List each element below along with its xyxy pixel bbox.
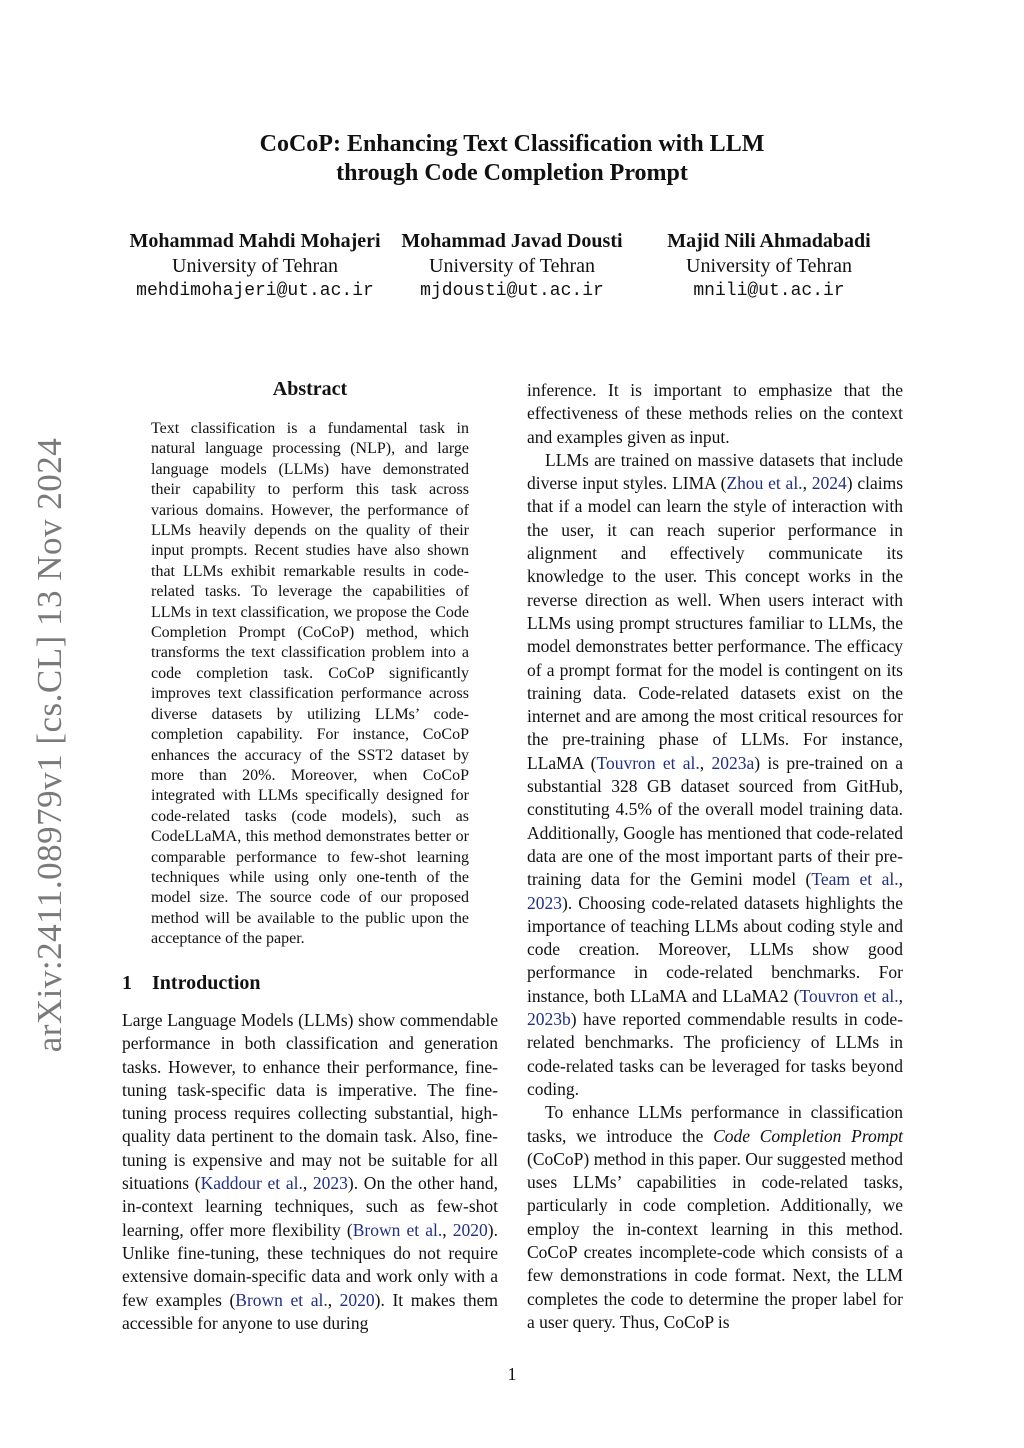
author-name: Mohammad Javad Dousti [401, 230, 623, 252]
author-affiliation: University of Tehran [172, 255, 338, 277]
author-block-3 [619, 228, 919, 304]
author-block-1 [105, 228, 405, 304]
paragraph-continuation: inference. It is important to emphasize that the effectiveness of these methods relies on the context and examples given as input. [527, 380, 903, 447]
section-title: Introduction [152, 972, 261, 994]
page-number: 1 [507, 1364, 517, 1384]
citation-link[interactable]: Touvron et al., 2023a [596, 752, 755, 773]
author-name: Mohammad Mahdi Mohajeri [129, 230, 381, 252]
body-text: Large Language Models (LLMs) show commendable performance in both classification and generation tasks. However, to enhance their performance, fine-tuning task-specific data is imperative. The fine-tuning process requires collecting substantial, high-quality data pertinent to the domain task. Also, fine-tuning is expensive and may not be suitable for all situations ( [122, 1010, 498, 1194]
title-line-2: through Code Completion Prompt [336, 160, 688, 186]
citation-link[interactable]: Touvron et al., 2023b [527, 985, 903, 1030]
introduction-paragraph [122, 1009, 498, 1335]
right-column [527, 379, 903, 1334]
author-affiliation: University of Tehran [429, 255, 595, 277]
citation-link[interactable]: Brown et al., 2020 [235, 1289, 375, 1310]
abstract-text: Text classification is a fundamental task in natural language processing (NLP), and large language models (LLMs) have demonstrated their capability to perform this task across various domains. However, the performance of LLMs heavily depends on the quality of their input prompts. Recent studies have also shown that LLMs exhibit remarkable results in code-related tasks. To leverage the capabilities of LLMs in text classification, we propose the Code Completion Prompt (CoCoP) method, which transforms the text classification problem into a code completion task. CoCoP significantly improves text classification performance across diverse datasets by utilizing LLMs’ code-completion capability. For instance, CoCoP enhances the accuracy of the SST2 dataset by more than 20%. Moreover, when CoCoP integrated with LLMs specifically designed for code-related tasks (code models), such as CodeLLaMA, this method demonstrates better or comparable performance to few-shot learning techniques while using only one-tenth of the model size. The source code of our proposed method will be available to the public upon the acceptance of the paper. [151, 420, 469, 948]
citation-link[interactable]: Kaddour et al., 2023 [200, 1173, 348, 1194]
title-line-1: CoCoP: Enhancing Text Classification with LLM [259, 131, 765, 157]
paragraph-cocop-intro: To enhance LLMs performance in classification tasks, we introduce the Code Completion Prompt (CoCoP) method in this paper. Our suggested method uses LLMs’ capabilities in code-related tasks, particularly in code completion. Additionally, we employ the in-context learning in this method. CoCoP creates incomplete-code which consists of a few demonstrations in code format. Next, the LLM completes the code to determine the proper label for a user query. Thus, CoCoP is [527, 1102, 903, 1332]
citation-link[interactable]: Zhou et al., 2024 [726, 473, 847, 494]
paper-title [0, 130, 1024, 188]
emphasis-method-name: Code Completion Prompt [713, 1125, 903, 1146]
section-number: 1 [122, 972, 132, 994]
author-name: Majid Nili Ahmadabadi [667, 230, 871, 252]
citation-link[interactable]: Brown et al., 2020 [352, 1219, 488, 1240]
author-email: mehdimohajeri@ut.ac.ir [136, 281, 374, 301]
abstract-heading: Abstract [272, 378, 348, 400]
author-block-2 [362, 228, 662, 304]
author-email: mnili@ut.ac.ir [693, 281, 845, 301]
section-heading-introduction [122, 972, 261, 995]
author-email: mjdousti@ut.ac.ir [420, 281, 604, 301]
body-text: ). On the other hand, in-context learning techniques, such as few-shot learning, offer more flexibility ( [122, 1173, 498, 1240]
arxiv-identifier-stamp [0, 437, 100, 1053]
paragraph-llm-training: LLMs are trained on massive datasets that include diverse input styles. LIMA (Zhou et al., 2024) claims that if a model can learn the style of interaction with the user, it can reach superior performance in alignment and effectively communicate its knowledge to the user. This concept works in the reverse direction as well. When users interact with LLMs using prompt structures familiar to LLMs, the model demonstrates better performance. The efficacy of a prompt format for the model is contingent on its training data. Code-related datasets exist on the internet and are among the most critical resources for the pre-training phase of LLMs. For instance, LLaMA (Touvron et al., 2023a) is pre-trained on a substantial 328 GB dataset sourced from GitHub, constituting 4.5% of the overall model training data. Additionally, Google has mentioned that code-related data are one of the most important parts of their pre-training data for the Gemini model (Team et al., 2023). Choosing code-related datasets highlights the importance of teaching LLMs about coding style and code creation. Moreover, LLMs show good performance in code-related benchmarks. For instance, both LLaMA and LLaMA2 (Touvron et al., 2023b) have reported commendable results in code-related benchmarks. The proficiency of LLMs in code-related tasks can be leveraged for tasks beyond coding. [527, 449, 904, 1099]
body-text: ). Unlike fine-tuning, these techniques do not require extensive domain-specific data and work only with a few examples ( [122, 1219, 498, 1310]
citation-link[interactable]: Team et al., 2023 [527, 869, 903, 913]
author-affiliation: University of Tehran [686, 255, 852, 277]
body-text: ). It makes them accessible for anyone to use during [122, 1289, 498, 1333]
arxiv-id-text: arXiv:2411.08979v1 [cs.CL] 13 Nov 2024 [30, 437, 69, 1053]
